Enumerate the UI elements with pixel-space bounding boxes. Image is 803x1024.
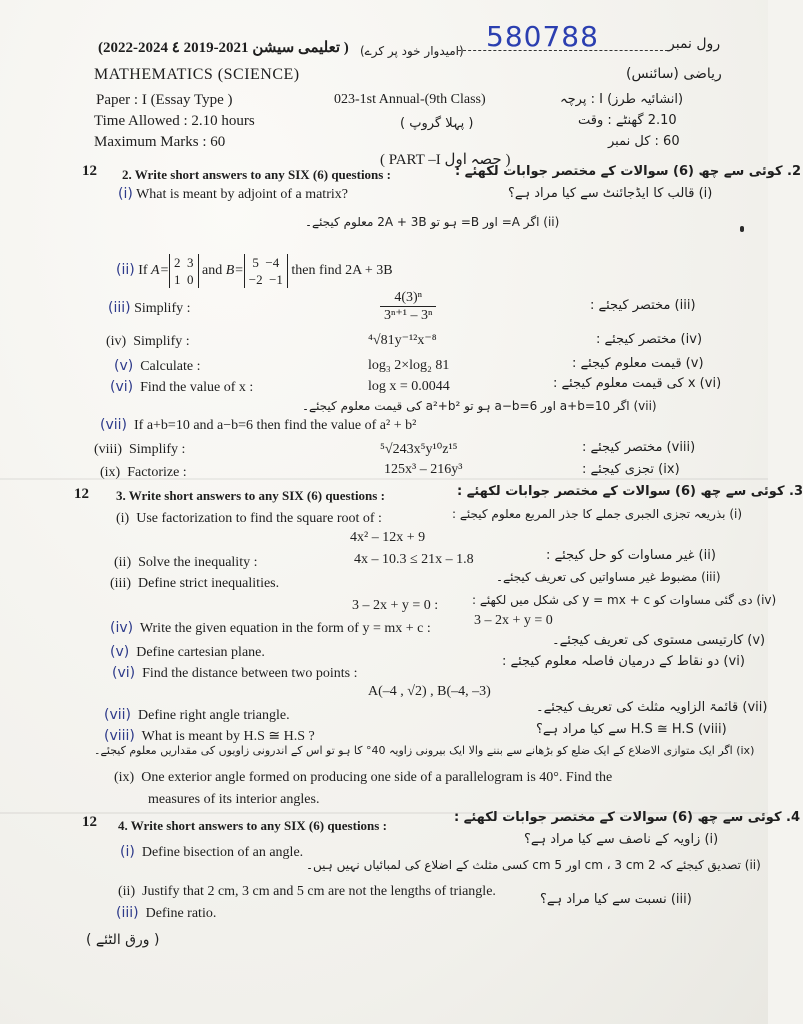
q2-viii-expr: ⁵√243x⁵y¹⁰z¹⁵: [380, 442, 458, 457]
q2-viii: Simplify :: [129, 442, 186, 457]
q2-v-urdu: (v) قیمت معلوم کیجئے :: [572, 356, 704, 371]
session-line: (2022-2024 ٤ 2019-2021 تعلیمی سیشن ): [98, 40, 349, 56]
q3-ix-urdu: (ix) اگر ایک متوازی الاضلاع کے ایک ضلع کو بڑھانے سے بننے والا ایک بیرونی زاویہ 40° کا ہو تو اس کے اندرونی زاویوں کی مقداریں معلوم کیجئے۔: [94, 744, 755, 757]
q3-ix-line2: measures of its interior angles.: [148, 792, 320, 807]
q3-v-urdu: (v) کارتیسی مستوی کی تعریف کیجئے۔: [552, 633, 766, 648]
tick-mark: (i): [120, 844, 135, 860]
q2-heading-urdu: 2. کوئی سے چھ (6) سوالات کے مختصر جوابات لکھئے :: [455, 164, 802, 179]
q4-heading-urdu: 4. کوئی سے چھ (6) سوالات کے مختصر جوابات لکھئے :: [454, 810, 801, 825]
q3-ii: Solve the inequality :: [138, 555, 258, 570]
time-allowed: Time Allowed : 2.10 hours: [94, 113, 255, 129]
q3-marks: 12: [74, 486, 89, 502]
q3-iv-expr-urdu: 3 – 2x + y = 0 :: [352, 598, 439, 613]
q3-vi-expr: A(–4 , √2) , B(–4, –3): [368, 684, 491, 699]
q2-viii-urdu: (viii) مختصر کیجئے :: [582, 440, 696, 455]
q4-marks: 12: [82, 814, 97, 830]
q2-iii: Simplify :: [134, 301, 191, 316]
roll-number-handwritten: 580788: [486, 20, 599, 53]
q3-ii-expr: 4x – 10.3 ≤ 21x – 1.8: [354, 552, 474, 567]
q2-ii: If: [138, 263, 148, 279]
tick-mark: (v): [110, 644, 130, 660]
q2-iv-urdu: (iv) مختصر کیجئے :: [596, 332, 703, 347]
tick-mark: (ii): [116, 262, 135, 279]
tick-mark: (v): [114, 358, 134, 374]
q2-iii-urdu: (iii) مختصر کیجئے :: [590, 298, 696, 313]
q3-i-expr: 4x² – 12x + 9: [350, 530, 426, 545]
q2-ix-urdu: (ix) تجزی کیجئے :: [582, 462, 680, 477]
q4-iii: Define ratio.: [145, 906, 217, 921]
q3-iii: Define strict inequalities.: [138, 576, 280, 591]
tick-mark: (iv): [110, 620, 134, 636]
time-urdu: 2.10 گھنٹے : وقت: [578, 113, 677, 128]
q3-viii-urdu: (viii) H.S ≅ H.S سے کیا مراد ہے؟: [536, 722, 727, 737]
q4-iii-urdu: (iii) نسبت سے کیا مراد ہے؟: [540, 892, 692, 907]
tick-mark: (vi): [110, 379, 134, 395]
tick-mark: (vii): [100, 417, 127, 433]
q3-vii-urdu: (vii) قائمۃ الزاویہ مثلث کی تعریف کیجئے۔: [536, 700, 768, 715]
max-marks: Maximum Marks : 60: [94, 134, 226, 150]
subject-urdu: ریاضی (سائنس): [626, 66, 722, 82]
exam-title: 023-1st Annual-(9th Class): [334, 92, 486, 107]
paper-type-urdu: (انشائیہ طرز) I : پرچہ: [560, 92, 684, 107]
q2-vi-expr: log x = 0.0044: [368, 379, 450, 394]
tick-mark: (vi): [112, 665, 136, 681]
roll-label: رول نمبر: [668, 36, 721, 52]
matrix-b: 5 −4 −2 −1: [244, 254, 288, 288]
q3-heading-urdu: 3. کوئی سے چھ (6) سوالات کے مختصر جوابات لکھئے :: [457, 484, 803, 499]
q2-v-expr: log₃ 2×log₂ 81: [368, 358, 450, 373]
q3-vi: Find the distance between two points :: [142, 666, 358, 681]
q2-iv: Simplify :: [133, 334, 190, 349]
q2-ii-urdu: (ii) اگر A= اور B= ہو تو 2A + 3B معلوم کیجئے۔: [305, 215, 560, 229]
q2-iv-expr: ⁴√81y⁻¹²x⁻⁸: [368, 333, 437, 348]
subject-title: MATHEMATICS (SCIENCE): [94, 66, 300, 83]
tick-mark: (vii): [104, 707, 131, 723]
q2-ii-and: and: [202, 263, 223, 279]
margin-mark: [740, 226, 744, 232]
q3-i: Use factorization to find the square root of :: [136, 511, 382, 526]
q2-iii-fraction: [380, 290, 436, 324]
q3-ix-line1: One exterior angle formed on producing one side of a parallelogram is 40°. Find the: [141, 770, 613, 785]
matrix-a: 2 3 1 0: [169, 254, 199, 288]
tick-mark: (iii): [108, 300, 131, 316]
q2-heading: 2. Write short answers to any SIX (6) questions :: [122, 167, 391, 182]
q2-i-urdu: (i) قالب کا ایڈجائنٹ سے کیا مراد ہے؟: [508, 186, 713, 201]
q2-ii-then: then find 2A + 3B: [291, 263, 393, 279]
q2-ix-expr: 125x³ – 216y³: [384, 462, 463, 477]
q3-iii-urdu: (iii) مضبوط غیر مساواتیں کی تعریف کیجئے۔: [496, 570, 721, 584]
q3-iv-urdu: (iv) دی گئی مساوات کو y = mx + c کی شکل میں لکھئے :: [472, 593, 777, 607]
q2-ix: Factorize :: [127, 465, 187, 480]
marks-urdu: 60 : کل نمبر: [608, 134, 680, 149]
q3-iv: Write the given equation in the form of y = mx + c :: [139, 621, 431, 636]
exam-paper: (2022-2024 ٤ 2019-2021 تعلیمی سیشن ) (امیدوار خود پر کرے) 580788 رول نمبر MATHEMATICS (SCIENCE) ریاضی (سائنس) Paper : I (Essay Type ) 023-1st Annual-(9th Class) (انشائیہ طرز) I : پرچہ Time Allowed : 2.10 hours ( پہلا گروپ ) 2.10 گھنٹے : وقت Maximum Marks : 60 60 : کل نمبر ( PART –I حصہ اول ) 12 2. Write short answers to any SIX (6) questions : 2. کوئی سے چھ (6) سوالات کے مختصر جوابات لکھئے : (i) What is meant by adjoint of a matrix? (i) قالب کا ایڈجائنٹ سے کیا مراد ہے؟ (ii) اگر A= اور B= ہو تو 2A + 3B معلوم کیجئے۔ (ii) If A=2 3 1 0 and B=5 −4 −2 −1 then find 2A + 3B (iii) Simplify : $\frac{\text{4(3)ⁿ}}{\text{3ⁿ⁺¹ – 3ⁿ}}$ (iii) مختصر کیجئے : (iv) Simplify : ⁴√81y⁻¹²x⁻⁸ (iv) مختصر کیجئے : (v) Calculate : log₃ 2×log₂ 81 (v) قیمت معلوم کیجئے : (vi) Find the value of x : log x = 0.0044 (vi) x کی قیمت معلوم کیجئے : (vii) اگر a+b=10 اور a−b=6 ہو تو a²+b² کی قیمت معلوم کیجئے۔ (vii) If a+b=10 and a−b=6 then find the value of a² + b² (viii) Simplify : ⁵√243x⁵y¹⁰z¹⁵ (viii) مختصر کیجئے : (ix) Factorize : 125x³ – 216y³ (ix) تجزی کیجئے : 12 3. Write short answers to any SIX (6) questions : 3. کوئی سے چھ (6) سوالات کے مختصر جوابات لکھئے : (i) Use factorization to find the square root of : (i) بذریعہ تجزی الجبری جملے کا جذر المربع معلوم کیجئے : 4x² – 12x + 9 (ii) Solve the inequality : 4x – 10.3 ≤ 21x – 1.8 (ii) غیر مساوات کو حل کیجئے : (iii) Define strict inequalities. (iii) مضبوط غیر مساواتیں کی تعریف کیجئے۔ 3 – 2x + y = 0 : (iv) دی گئی مساوات کو y = mx + c کی شکل میں لکھئے : 3 – 2x + y = 0 (iv) Write the given equation in the form of y = mx + c : (v) Define cartesian plane. (v) کارتیسی مستوی کی تعریف کیجئے۔ (vi) Find the distance between two points : (vi) دو نقاط کے درمیان فاصلہ معلوم کیجئے : A(–4 , √2) , B(–4, –3) (vii) Define right angle triangle. (vii) قائمۃ الزاویہ مثلث کی تعریف کیجئے۔ (viii) What is meant by H.S ≅ H.S ? (viii) H.S ≅ H.S سے کیا مراد ہے؟ (ix) اگر ایک متوازی الاضلاع کے ایک ضلع کو بڑھانے سے بننے والا ایک بیرونی زاویہ 40° کا ہو تو اس کے اندرونی زاویوں کی مقداریں معلوم کیجئے۔ (ix) One exterior angle formed on producing one side of a parallelogram is 40°. Find the measures of its interior angles. 12 4. Write short answers to any SIX (6) questions : 4. کوئی سے چھ (6) سوالات کے مختصر جوابات لکھئے : (i) زاویہ کے ناصف سے کیا مراد ہے؟ (i) Define bisection of an angle. (ii) تصدیق کیجئے کہ 2 cm ، 3 cm اور 5 cm کسی مثلث کے اضلاع کی لمبائیاں نہیں ہیں۔ (ii) Justify that 2 cm, 3 cm and 5 cm are not the lengths of triangle. (iii) Define ratio. (iii) نسبت سے کیا مراد ہے؟ ( ورق الٹئے ): [0, 0, 768, 1024]
tick-mark: (iii): [116, 905, 139, 921]
q3-heading: 3. Write short answers to any SIX (6) questions :: [116, 488, 385, 503]
tick-mark: (viii): [104, 728, 135, 744]
q2-marks: 12: [82, 163, 97, 179]
paper-type: Paper : I (Essay Type ): [96, 92, 233, 108]
q2-vi: Find the value of x :: [140, 380, 254, 395]
q3-v: Define cartesian plane.: [136, 645, 265, 660]
q4-heading: 4. Write short answers to any SIX (6) questions :: [118, 818, 387, 833]
q3-viii: What is meant by H.S ≅ H.S ?: [141, 729, 315, 744]
q4-ii: Justify that 2 cm, 3 cm and 5 cm are not the lengths of triangle.: [142, 884, 496, 899]
q3-iv-expr: 3 – 2x + y = 0: [474, 613, 553, 628]
turn-over: ( ورق الٹئے ): [86, 932, 160, 948]
tick-mark: (i): [118, 186, 133, 202]
q4-i: Define bisection of an angle.: [141, 845, 304, 860]
q4-ii-urdu: (ii) تصدیق کیجئے کہ 2 cm ، 3 cm اور 5 cm کسی مثلث کے اضلاع کی لمبائیاں نہیں ہیں۔: [306, 858, 761, 872]
q3-vii: Define right angle triangle.: [138, 708, 290, 723]
q4-i-urdu: (i) زاویہ کے ناصف سے کیا مراد ہے؟: [524, 832, 719, 847]
q2-iii-den: 3ⁿ⁺¹ – 3ⁿ: [384, 308, 433, 323]
q3-i-urdu: (i) بذریعہ تجزی الجبری جملے کا جذر المربع معلوم کیجئے :: [452, 507, 743, 521]
part-heading: ( PART –I حصہ اول ): [380, 152, 511, 168]
q2-i: What is meant by adjoint of a matrix?: [136, 187, 348, 202]
q2-vi-urdu: (vi) x کی قیمت معلوم کیجئے :: [553, 376, 722, 391]
group-label: ( پہلا گروپ ): [400, 116, 474, 131]
q3-ii-urdu: (ii) غیر مساوات کو حل کیجئے :: [546, 548, 716, 563]
q2-v: Calculate :: [140, 359, 201, 374]
q2-iii-num: 4(3)ⁿ: [380, 290, 436, 307]
q3-vi-urdu: (vi) دو نقاط کے درمیان فاصلہ معلوم کیجئے :: [502, 654, 745, 669]
q2-vii-urdu: (vii) اگر a+b=10 اور a−b=6 ہو تو a²+b² کی قیمت معلوم کیجئے۔: [302, 399, 657, 413]
candidate-note: (امیدوار خود پر کرے): [360, 44, 464, 58]
q2-vii: If a+b=10 and a−b=6 then find the value of a² + b²: [134, 418, 417, 433]
